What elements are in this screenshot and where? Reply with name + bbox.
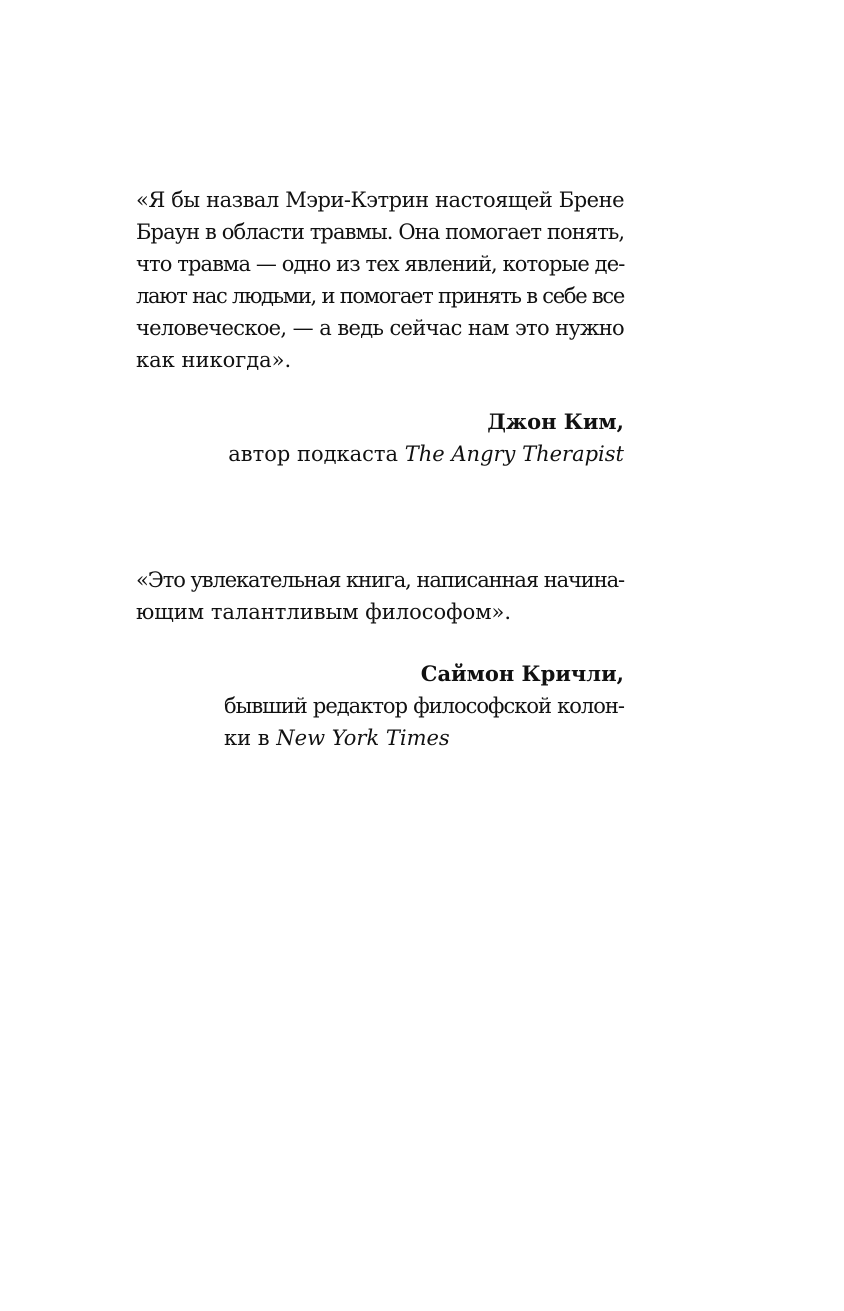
- quote-line: что травма — одно из тех явлений, которые де-: [136, 252, 625, 276]
- quote-line: «Я бы назвал Мэри-Кэтрин настоящей Брене: [136, 188, 624, 212]
- author-name: Джон Ким,: [487, 409, 624, 434]
- quote-text: [136, 564, 624, 628]
- publication-title: New York Times: [276, 726, 450, 750]
- quote-line: человеческое, — а ведь сейчас нам это нужно: [136, 316, 624, 340]
- attribution: [224, 658, 624, 754]
- quote-line: «Это увлекательная книга, написанная начина-: [136, 568, 624, 592]
- author-name: Саймон Кричли,: [420, 661, 624, 686]
- role-line: бывший редактор философской колон-: [224, 694, 624, 718]
- quote-text: [136, 184, 624, 376]
- podcast-title: The Angry Therapist: [404, 442, 624, 466]
- quote-block-2: [136, 564, 624, 750]
- role-prefix: ки в: [224, 726, 277, 750]
- quote-line: ющим талантливым философом».: [136, 600, 512, 624]
- author-role: [224, 690, 624, 754]
- role-prefix: автор подкаста: [228, 442, 405, 466]
- quote-block-1: [136, 184, 625, 466]
- quote-line: лают нас людьми, и помогает принять в себе все: [136, 284, 624, 308]
- quote-line: Браун в области травмы. Она помогает понять,: [136, 220, 625, 244]
- quote-line: как никогда».: [136, 348, 292, 372]
- attribution: [224, 406, 624, 470]
- author-role: [224, 438, 624, 470]
